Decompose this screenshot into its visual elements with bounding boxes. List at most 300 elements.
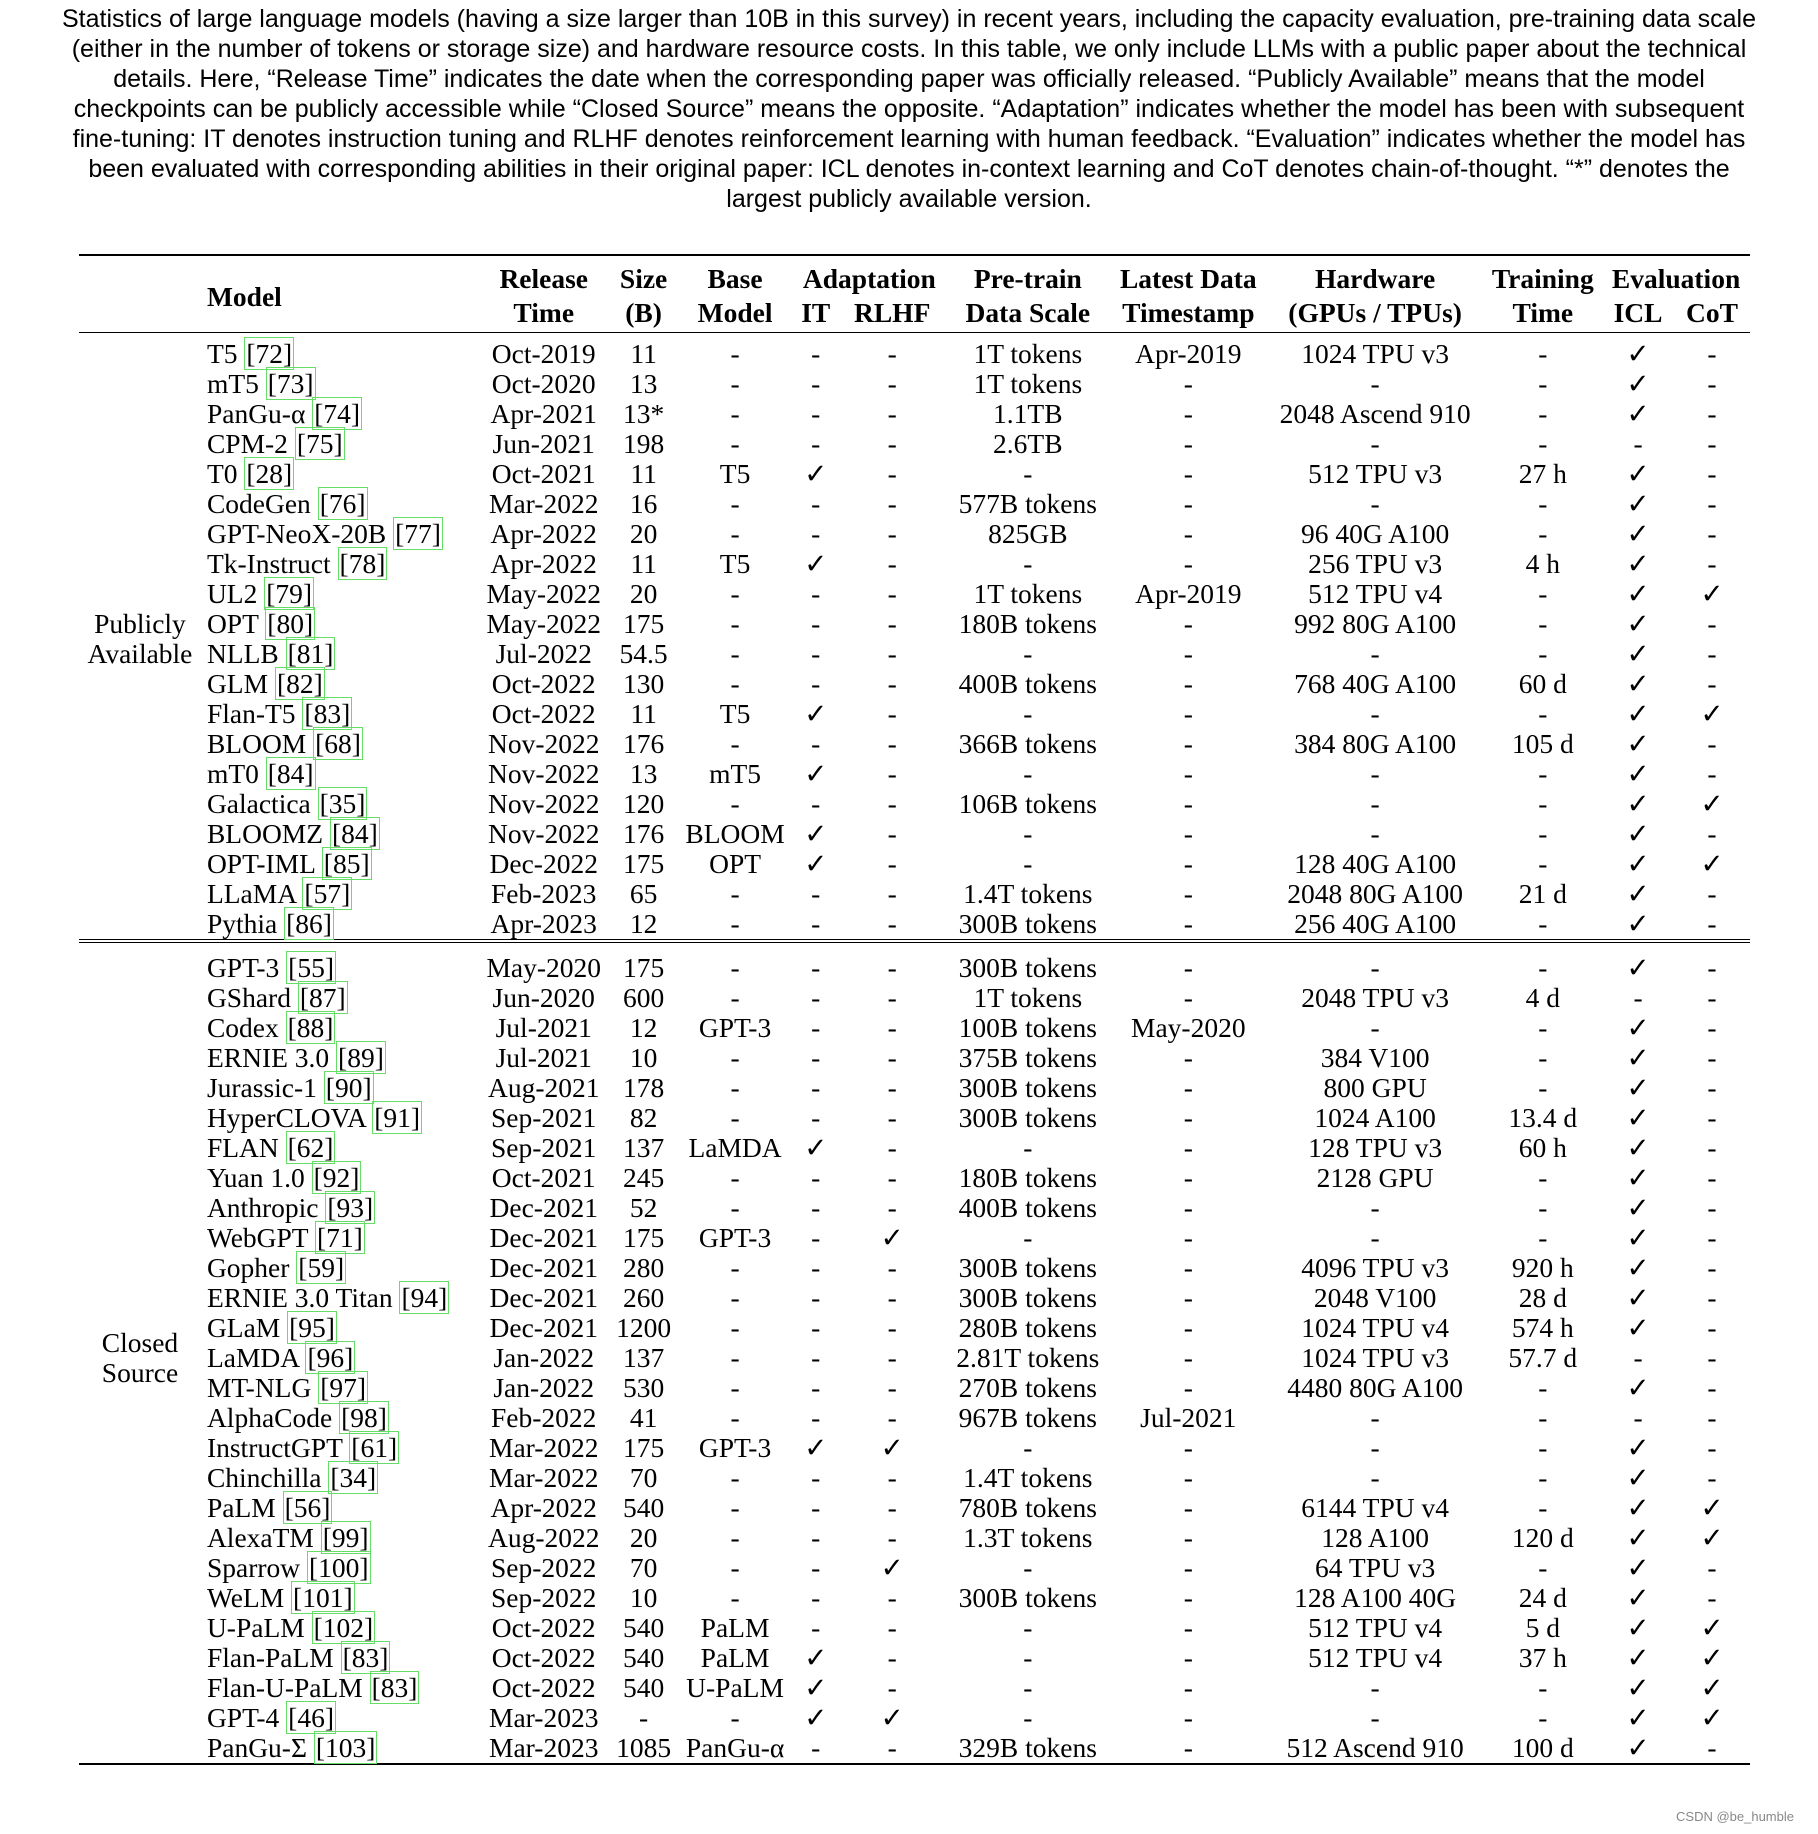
table-row	[79, 429, 1750, 459]
citation-link[interactable]: [95]	[289, 1312, 335, 1343]
cell-it: ✓	[804, 548, 828, 579]
citation-link[interactable]: [78]	[339, 548, 386, 579]
table-row	[79, 609, 1750, 639]
cell-base-model: -	[730, 668, 740, 699]
cell-release-time: Mar-2022	[489, 488, 599, 519]
table-row	[79, 1163, 1750, 1193]
cell-rlhf: -	[887, 428, 897, 459]
cell-latest-timestamp: -	[1183, 1222, 1193, 1253]
model-cell	[201, 1673, 477, 1703]
model-name: FLAN	[206, 1132, 279, 1163]
cell-it: -	[811, 1732, 821, 1763]
table-row	[79, 459, 1750, 489]
cell-it: -	[811, 1312, 821, 1343]
citation-link[interactable]: [94]	[401, 1282, 448, 1313]
cell-it: -	[811, 1192, 821, 1223]
cell-rlhf: -	[887, 398, 897, 429]
cell-base-model: -	[730, 368, 740, 399]
cell-latest-timestamp: Jul-2021	[1140, 1402, 1237, 1433]
table-row	[79, 1043, 1750, 1073]
model-cell	[201, 1013, 477, 1043]
header-training-1: Training	[1491, 263, 1594, 294]
cell-rlhf: ✓	[880, 1552, 904, 1583]
model-cell	[201, 879, 477, 909]
cell-cot: -	[1707, 548, 1717, 579]
cell-training-time: 21 d	[1518, 878, 1567, 909]
cell-pretrain-data: -	[1023, 758, 1033, 789]
model-cell	[201, 1343, 477, 1373]
citation-link[interactable]: [61]	[351, 1432, 398, 1463]
cell-size: 175	[622, 1432, 665, 1463]
citation-link[interactable]: [35]	[319, 788, 366, 819]
citation-link[interactable]: [83]	[342, 1642, 389, 1673]
cell-hardware: -	[1370, 488, 1380, 519]
cell-size: 13	[629, 758, 658, 789]
cell-training-time: -	[1538, 1702, 1548, 1733]
citation-link[interactable]: [91]	[374, 1102, 421, 1133]
cell-it: -	[811, 1492, 821, 1523]
llm-statistics-table	[79, 254, 1750, 1765]
model-name: WeLM	[206, 1582, 285, 1613]
cell-icl: ✓	[1626, 1012, 1650, 1043]
citation-link[interactable]: [74]	[314, 398, 361, 429]
cell-size: 540	[622, 1612, 665, 1643]
cell-pretrain-data: -	[1023, 638, 1033, 669]
cell-base-model: OPT	[709, 848, 762, 879]
table-row	[79, 1133, 1750, 1163]
group-label	[79, 333, 201, 942]
cell-training-time: -	[1538, 1492, 1548, 1523]
cell-latest-timestamp: -	[1183, 1252, 1193, 1283]
model-name: Sparrow	[206, 1552, 301, 1583]
cell-latest-timestamp: -	[1183, 428, 1193, 459]
model-cell	[201, 639, 477, 669]
cell-cot: -	[1707, 1042, 1717, 1073]
cell-rlhf: -	[887, 638, 897, 669]
table-caption: Statistics of large language models (having a size larger than 10B in this survey) in recent years, including the capacity evaluation, pre-training data scale (either in the number of tokens or storage size) and hardware resource costs. In this table, we only include LLMs with a public paper about the technical details. Here, “Release Time” indicates the date when the corresponding paper was officially released. “Publicly Available” means that the model checkpoints can be publicly accessible while “Closed Source” means the opposite. “Adaptation” indicates whether the model has been with subsequent fine-tuning: IT denotes instruction tuning and RLHF denotes reinforcement learning with human feedback. “Evaluation” indicates whether the model has been evaluated with corresponding abilities in their original paper: ICL denotes in-context learning and CoT denotes chain-of-thought. “*” denotes the largest publicly available version.	[62, 5, 1756, 213]
model-name: Pythia	[206, 908, 278, 939]
cell-base-model: -	[730, 1522, 740, 1553]
citation-link[interactable]: [97]	[320, 1372, 367, 1403]
cell-cot: -	[1707, 638, 1717, 669]
model-cell	[201, 909, 477, 941]
cell-it: -	[811, 908, 821, 939]
cell-latest-timestamp: -	[1183, 668, 1193, 699]
cell-training-time: -	[1538, 908, 1548, 939]
cell-it: -	[811, 608, 821, 639]
model-cell	[201, 759, 477, 789]
model-cell	[201, 1283, 477, 1313]
cell-latest-timestamp: -	[1183, 1582, 1193, 1613]
citation-link[interactable]: [76]	[319, 488, 366, 519]
cell-cot: -	[1707, 1132, 1717, 1163]
cell-hardware: 128 40G A100	[1294, 848, 1457, 879]
cell-release-time: Jan-2022	[493, 1372, 595, 1403]
model-name: GPT-3	[206, 952, 280, 983]
header-model: Model	[206, 281, 282, 312]
citation-link[interactable]: [96]	[307, 1342, 354, 1373]
table-row	[79, 1523, 1750, 1553]
citation-link[interactable]: [89]	[338, 1042, 384, 1073]
model-cell	[201, 1403, 477, 1433]
citation-link[interactable]: [62]	[287, 1132, 334, 1163]
citation-link[interactable]: [93]	[327, 1192, 374, 1223]
cell-it: ✓	[804, 1432, 828, 1463]
citation-link[interactable]: [59]	[298, 1252, 345, 1283]
table-row	[79, 333, 1750, 370]
cell-latest-timestamp: -	[1183, 728, 1193, 759]
citation-link[interactable]: [87]	[299, 982, 346, 1013]
cell-rlhf: -	[887, 788, 897, 819]
cell-release-time: Dec-2021	[489, 1312, 598, 1343]
cell-it: ✓	[804, 458, 828, 489]
cell-icl: ✓	[1626, 818, 1650, 849]
model-cell	[201, 333, 477, 370]
cell-base-model: -	[730, 488, 740, 519]
cell-base-model: -	[730, 1042, 740, 1073]
cell-icl: ✓	[1626, 1432, 1650, 1463]
cell-size: 13*	[622, 398, 665, 429]
cell-hardware: -	[1370, 1192, 1380, 1223]
table-row	[79, 1073, 1750, 1103]
cell-size: 1085	[616, 1732, 672, 1763]
citation-link[interactable]: [75]	[296, 428, 343, 459]
cell-it: -	[811, 1012, 821, 1043]
cell-rlhf: -	[887, 982, 897, 1013]
cell-icl: ✓	[1626, 1672, 1650, 1703]
citation-link[interactable]: [28]	[246, 458, 293, 489]
cell-it: -	[811, 1282, 821, 1313]
cell-size: 65	[629, 878, 658, 909]
cell-icl: ✓	[1626, 908, 1650, 939]
cell-training-time: -	[1538, 758, 1548, 789]
cell-size: 245	[622, 1162, 665, 1193]
cell-cot: -	[1707, 728, 1717, 759]
cell-training-time: 37 h	[1518, 1642, 1567, 1673]
cell-cot: -	[1707, 1582, 1717, 1613]
citation-link[interactable]: [81]	[287, 638, 334, 669]
cell-size: 54.5	[619, 638, 668, 669]
cell-training-time: 28 d	[1518, 1282, 1567, 1313]
cell-base-model: -	[730, 518, 740, 549]
cell-base-model: -	[730, 1582, 740, 1613]
cell-latest-timestamp: -	[1183, 908, 1193, 939]
cell-hardware: 256 40G A100	[1294, 908, 1457, 939]
cell-rlhf: -	[887, 1192, 897, 1223]
table-row	[79, 699, 1750, 729]
table-row	[79, 1343, 1750, 1373]
cell-base-model: LaMDA	[688, 1132, 782, 1163]
cell-latest-timestamp: -	[1183, 1042, 1193, 1073]
cell-training-time: -	[1538, 578, 1548, 609]
cell-latest-timestamp: -	[1183, 1282, 1193, 1313]
citation-link[interactable]: [100]	[309, 1552, 369, 1583]
cell-training-time: -	[1538, 788, 1548, 819]
cell-latest-timestamp: -	[1183, 368, 1193, 399]
cell-training-time: 4 d	[1525, 982, 1560, 1013]
cell-hardware: 512 TPU v4	[1308, 1612, 1443, 1643]
table-row	[79, 759, 1750, 789]
table-row	[79, 1463, 1750, 1493]
cell-release-time: Jan-2022	[493, 1342, 595, 1373]
cell-training-time: -	[1538, 1012, 1548, 1043]
cell-base-model: -	[730, 338, 740, 369]
cell-latest-timestamp: -	[1183, 1642, 1193, 1673]
cell-hardware: 96 40G A100	[1301, 518, 1450, 549]
citation-link[interactable]: [99]	[322, 1522, 369, 1553]
citation-link[interactable]: [73]	[267, 368, 314, 399]
cell-size: 16	[629, 488, 658, 519]
header-evaluation: Evaluation	[1611, 263, 1741, 294]
cell-rlhf: -	[887, 1282, 897, 1313]
model-name: T0	[206, 458, 238, 489]
cell-training-time: 120 d	[1511, 1522, 1574, 1553]
table-row	[79, 1673, 1750, 1703]
cell-hardware: 2048 TPU v3	[1301, 982, 1449, 1013]
cell-size: 12	[629, 908, 658, 939]
cell-cot: -	[1707, 982, 1717, 1013]
cell-latest-timestamp: -	[1183, 458, 1193, 489]
cell-icl: ✓	[1626, 1192, 1650, 1223]
cell-latest-timestamp: -	[1183, 818, 1193, 849]
cell-icl: ✓	[1626, 398, 1650, 429]
cell-cot: -	[1707, 518, 1717, 549]
table-row	[79, 1433, 1750, 1463]
cell-size: 11	[630, 458, 657, 489]
cell-pretrain-data: 329B tokens	[958, 1732, 1097, 1763]
citation-link[interactable]: [82]	[276, 668, 323, 699]
cell-cot: -	[1707, 1162, 1717, 1193]
cell-pretrain-data: 100B tokens	[958, 1012, 1097, 1043]
cell-it: -	[811, 578, 821, 609]
table-row	[79, 1703, 1750, 1733]
cell-hardware: 128 A100	[1321, 1522, 1429, 1553]
cell-size: 280	[622, 1252, 665, 1283]
cell-pretrain-data: -	[1023, 1672, 1033, 1703]
cell-rlhf: -	[887, 338, 897, 369]
cell-pretrain-data: 1T tokens	[973, 338, 1083, 369]
cell-size: 198	[622, 428, 665, 459]
citation-link[interactable]: [103]	[315, 1732, 376, 1763]
cell-release-time: Nov-2022	[487, 788, 600, 819]
table-header	[79, 255, 1750, 333]
cell-cot: ✓	[1700, 1702, 1724, 1733]
cell-it: -	[811, 982, 821, 1013]
cell-cot: ✓	[1700, 848, 1724, 879]
model-cell	[201, 983, 477, 1013]
citation-link[interactable]: [86]	[286, 908, 332, 939]
cell-size: 82	[629, 1102, 658, 1133]
citation-link[interactable]: [88]	[287, 1012, 334, 1043]
citation-link[interactable]: [98]	[341, 1402, 387, 1433]
model-cell	[201, 1133, 477, 1163]
cell-base-model: -	[730, 1462, 740, 1493]
cell-latest-timestamp: -	[1183, 878, 1193, 909]
cell-base-model: -	[730, 1282, 740, 1313]
cell-release-time: Oct-2021	[491, 458, 596, 489]
citation-link[interactable]: [83]	[371, 1672, 418, 1703]
cell-release-time: Oct-2022	[491, 1672, 596, 1703]
cell-icl: ✓	[1626, 608, 1650, 639]
citation-link[interactable]: [72]	[246, 338, 293, 369]
cell-icl: ✓	[1626, 788, 1650, 819]
cell-rlhf: -	[887, 848, 897, 879]
citation-link[interactable]: [46]	[288, 1702, 334, 1733]
citation-link[interactable]: [68]	[315, 728, 361, 759]
model-cell	[201, 549, 477, 579]
cell-icl: ✓	[1626, 1132, 1650, 1163]
cell-cot: -	[1707, 668, 1717, 699]
cell-it: ✓	[804, 1132, 828, 1163]
citation-link[interactable]: [102]	[313, 1612, 374, 1643]
cell-pretrain-data: 375B tokens	[958, 1042, 1097, 1073]
citation-link[interactable]: [71]	[316, 1222, 363, 1253]
cell-hardware: 2048 Ascend 910	[1279, 398, 1471, 429]
citation-link[interactable]: [90]	[325, 1072, 372, 1103]
cell-size: 540	[622, 1642, 665, 1673]
model-cell	[201, 579, 477, 609]
cell-pretrain-data: 825GB	[988, 518, 1068, 549]
cell-size: 176	[622, 728, 665, 759]
cell-pretrain-data: 400B tokens	[958, 1192, 1097, 1223]
cell-cot: -	[1707, 1192, 1717, 1223]
cell-base-model: T5	[719, 698, 751, 729]
header-pretrain-1: Pre-train	[973, 263, 1082, 294]
citation-link[interactable]: [83]	[304, 698, 351, 729]
cell-icl: ✓	[1626, 1252, 1650, 1283]
model-name: WebGPT	[206, 1222, 309, 1253]
citation-link[interactable]: [34]	[330, 1462, 377, 1493]
cell-latest-timestamp: -	[1183, 698, 1193, 729]
citation-link[interactable]: [84]	[331, 818, 378, 849]
cell-base-model: -	[730, 728, 740, 759]
cell-hardware: -	[1370, 818, 1380, 849]
cell-size: 10	[629, 1582, 658, 1613]
table-row	[79, 1223, 1750, 1253]
cell-size: 20	[629, 578, 658, 609]
cell-rlhf: -	[887, 488, 897, 519]
cell-hardware: -	[1370, 788, 1380, 819]
citation-link[interactable]: [101]	[293, 1582, 353, 1613]
cell-size: 11	[630, 338, 657, 369]
citation-link[interactable]: [55]	[288, 952, 334, 983]
cell-hardware: 512 TPU v4	[1308, 1642, 1443, 1673]
cell-training-time: 60 h	[1518, 1132, 1567, 1163]
cell-release-time: Oct-2022	[491, 1612, 596, 1643]
cell-release-time: Oct-2022	[491, 698, 596, 729]
cell-base-model: -	[730, 1702, 740, 1733]
cell-size: 175	[622, 1222, 665, 1253]
cell-it: -	[811, 788, 821, 819]
cell-base-model: -	[730, 428, 740, 459]
table-row	[79, 1733, 1750, 1764]
cell-training-time: -	[1538, 1192, 1548, 1223]
citation-link[interactable]: [84]	[267, 758, 314, 789]
cell-pretrain-data: 1T tokens	[973, 982, 1083, 1013]
cell-hardware: 6144 TPU v4	[1301, 1492, 1449, 1523]
citation-link[interactable]: [92]	[313, 1162, 360, 1193]
cell-size: 11	[630, 698, 657, 729]
cell-it: -	[811, 428, 821, 459]
cell-rlhf: -	[887, 1402, 897, 1433]
cell-release-time: Dec-2021	[489, 1252, 598, 1283]
cell-rlhf: -	[887, 1462, 897, 1493]
cell-hardware: -	[1370, 1672, 1380, 1703]
cell-release-time: Nov-2022	[487, 818, 600, 849]
cell-rlhf: ✓	[880, 1432, 904, 1463]
cell-training-time: -	[1538, 1462, 1548, 1493]
model-name: LaMDA	[206, 1342, 299, 1373]
cell-base-model: U-PaLM	[686, 1672, 784, 1703]
cell-training-time: 4 h	[1525, 548, 1560, 579]
citation-link[interactable]: [56]	[284, 1492, 331, 1523]
cell-cot: -	[1707, 1282, 1717, 1313]
model-name: InstructGPT	[206, 1432, 343, 1463]
citation-link[interactable]: [85]	[323, 848, 370, 879]
cell-latest-timestamp: -	[1183, 1732, 1193, 1763]
cell-base-model: -	[730, 1072, 740, 1103]
cell-icl: ✓	[1626, 698, 1650, 729]
table-row	[79, 1193, 1750, 1223]
cell-release-time: Aug-2021	[487, 1072, 600, 1103]
cell-cot: -	[1707, 818, 1717, 849]
cell-icl: ✓	[1626, 518, 1650, 549]
cell-size: 1200	[616, 1312, 672, 1343]
table-row	[79, 1613, 1750, 1643]
header-hardware-2: (GPUs / TPUs)	[1288, 297, 1462, 328]
cell-icl: ✓	[1626, 548, 1650, 579]
cell-training-time: 24 d	[1518, 1582, 1567, 1613]
model-cell	[201, 819, 477, 849]
cell-cot: -	[1707, 1552, 1717, 1583]
citation-link[interactable]: [80]	[267, 608, 314, 639]
group-closed-source	[79, 941, 1750, 1764]
header-adaptation: Adaptation	[802, 263, 936, 294]
cell-it: -	[811, 1252, 821, 1283]
cell-pretrain-data: 780B tokens	[958, 1492, 1097, 1523]
citation-link[interactable]: [57]	[304, 878, 351, 909]
cell-icl: -	[1633, 1402, 1643, 1433]
model-name: Yuan 1.0	[206, 1162, 305, 1193]
cell-hardware: 512 TPU v4	[1308, 578, 1443, 609]
cell-latest-timestamp: -	[1183, 638, 1193, 669]
citation-link[interactable]: [77]	[395, 518, 441, 549]
cell-pretrain-data: 300B tokens	[958, 1282, 1097, 1313]
cell-size: 11	[630, 548, 657, 579]
cell-rlhf: -	[887, 1102, 897, 1133]
cell-release-time: Nov-2022	[487, 728, 600, 759]
cell-hardware: 512 Ascend 910	[1286, 1732, 1464, 1763]
cell-hardware: -	[1370, 1702, 1380, 1733]
cell-it: -	[811, 488, 821, 519]
cell-icl: ✓	[1626, 1042, 1650, 1073]
cell-base-model: -	[730, 578, 740, 609]
cell-icl: -	[1633, 1342, 1643, 1373]
cell-training-time: -	[1538, 818, 1548, 849]
cell-training-time: 27 h	[1518, 458, 1567, 489]
header-icl: ICL	[1613, 297, 1663, 328]
cell-hardware: 2048 80G A100	[1287, 878, 1463, 909]
cell-size: 137	[622, 1132, 665, 1163]
citation-link[interactable]: [79]	[266, 578, 313, 609]
cell-pretrain-data: 1.3T tokens	[963, 1522, 1093, 1553]
cell-release-time: Jul-2021	[495, 1012, 592, 1043]
header-release-1: Release	[499, 263, 589, 294]
model-cell	[201, 1373, 477, 1403]
cell-base-model: GPT-3	[698, 1222, 772, 1253]
model-name: Codex	[206, 1012, 279, 1043]
cell-latest-timestamp: -	[1183, 1372, 1193, 1403]
